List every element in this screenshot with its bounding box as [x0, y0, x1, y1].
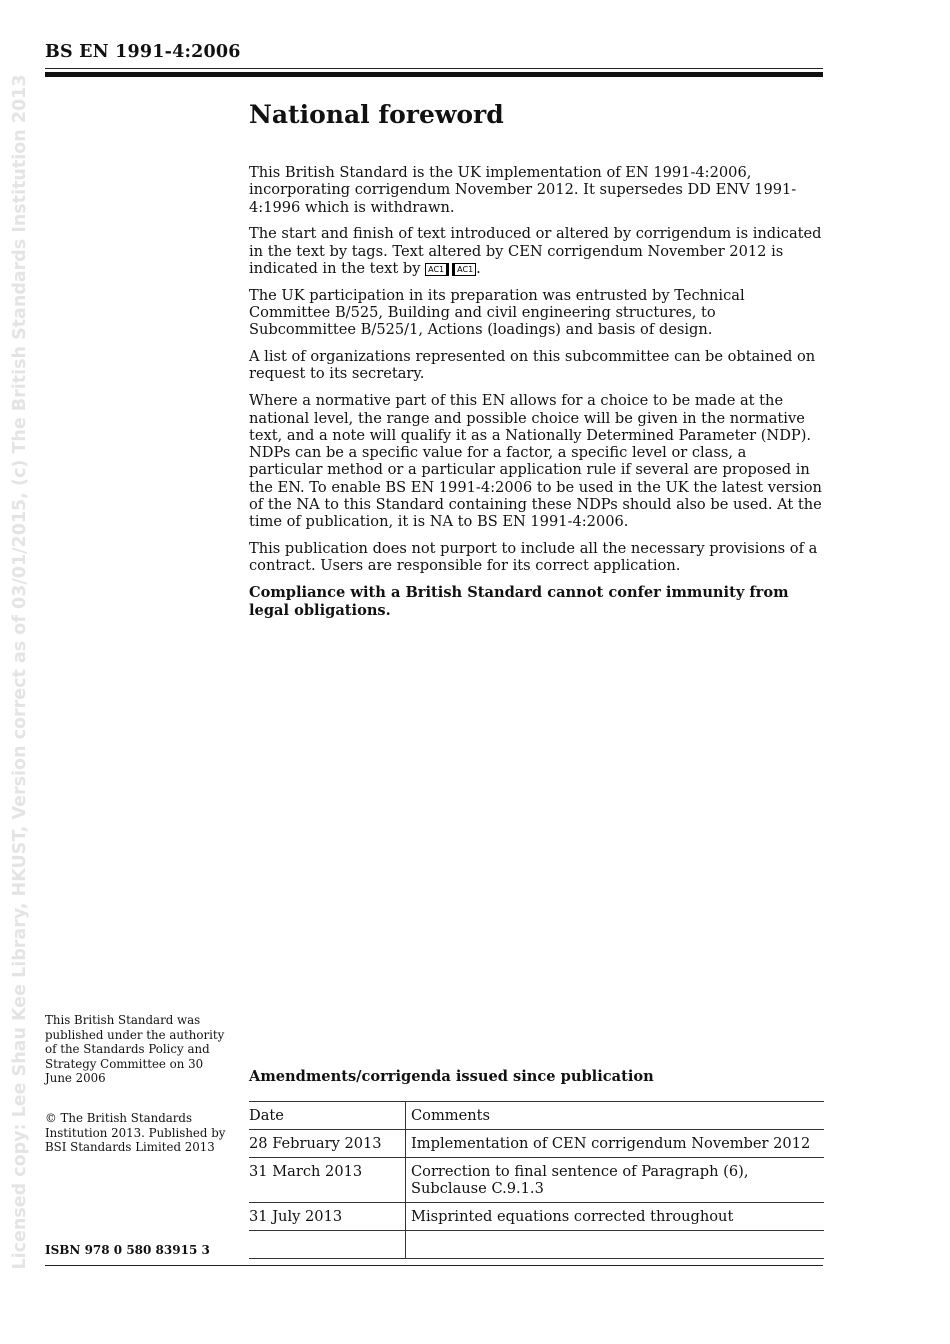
header-rule-thick: [45, 72, 823, 77]
paragraph-tags: [249, 225, 824, 277]
paragraph-tags-text: The start and finish of text introduced or altered by corrigendum is indicated in the text by tags. Text altered by CEN corrigendum November 2012 is indicated in the text by: [249, 225, 822, 277]
paragraph-participation: The UK participation in its preparation was entrusted by Technical Committee B/525, Building and civil engineering structures, to Subcommittee B/525/1, Actions (loadings) and basis of design.: [249, 286, 745, 339]
foreword-body: [249, 164, 824, 628]
amendment-comment: Misprinted equations corrected throughout: [406, 1203, 825, 1231]
footer-rule: [45, 1265, 823, 1266]
corrigendum-end-tag: AC1: [452, 263, 476, 276]
table-row: [249, 1158, 824, 1203]
amendment-date: 31 March 2013: [249, 1158, 406, 1203]
page-title: National foreword: [249, 100, 504, 129]
standard-code-header: BS EN 1991-4:2006: [45, 42, 241, 62]
paragraph-tags-end: .: [476, 259, 481, 277]
table-row: [249, 1130, 824, 1158]
publication-authority-note: This British Standard was published under the authority of the Standards Policy and Strategy Committee on 30 June 2006: [45, 1013, 225, 1085]
corrigendum-start-tag: AC1: [425, 263, 449, 276]
date-column-header: Date: [249, 1102, 406, 1130]
amendment-date: 31 July 2013: [249, 1203, 406, 1231]
header-rule-thin: [45, 68, 823, 69]
paragraph-implementation: This British Standard is the UK implementation of EN 1991-4:2006, incorporating corrigendum November 2012. It supersedes DD ENV 1991-4:1996 which is withdrawn.: [249, 164, 797, 216]
amendment-comment: Correction to final sentence of Paragraph (6), Subclause C.9.1.3: [406, 1158, 825, 1203]
comments-column-header: Comments: [406, 1102, 825, 1130]
paragraph-provisions: This publication does not purport to include all the necessary provisions of a contract. Users are responsible for its correct application.: [249, 540, 818, 575]
license-watermark: Licensed copy: Lee Shau Kee Library, HKUST, Version correct as of 03/01/2015, (c) The British Standards Institution 2013: [10, 74, 30, 1270]
amendment-date: 28 February 2013: [249, 1130, 406, 1158]
amendments-title: Amendments/corrigenda issued since publication: [249, 1068, 654, 1085]
amendments-table: [249, 1101, 824, 1259]
amendment-comment: Implementation of CEN corrigendum November 2012: [406, 1130, 825, 1158]
paragraph-organizations: A list of organizations represented on this subcommittee can be obtained on request to its secretary.: [249, 348, 816, 383]
paragraph-ndp: Where a normative part of this EN allows for a choice to be made at the national level, the range and possible choice will be given in the normative text, and a note will qualify it as a Nationally Determined Parameter (NDP). NDPs can be a specific value for a factor, a specific level or class, a particular method or a particular application rule if several are proposed in the EN. To enable BS EN 1991-4:2006 to be used in the UK the latest version of the NA to this Standard containing these NDPs should also be used. At the time of publication, it is NA to BS EN 1991-4:2006.: [249, 392, 822, 531]
paragraph-compliance: Compliance with a British Standard cannot confer immunity from legal obligations.: [249, 584, 789, 619]
copyright-note: © The British Standards Institution 2013. Published by BSI Standards Limited 2013: [45, 1111, 226, 1154]
table-row: [249, 1203, 824, 1231]
amendment-comment: [406, 1231, 825, 1259]
amendments-header-row: [249, 1102, 824, 1130]
table-row: [249, 1231, 824, 1259]
isbn-number: ISBN 978 0 580 83915 3: [45, 1243, 210, 1257]
amendment-date: [249, 1231, 406, 1259]
